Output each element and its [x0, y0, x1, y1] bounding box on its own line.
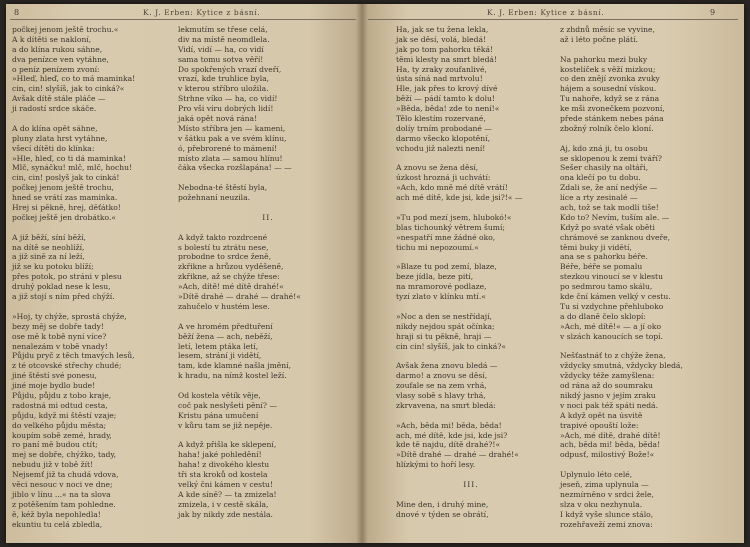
- poem-line: I když vyše slunce stálo,: [560, 509, 654, 519]
- poem-line: [178, 312, 358, 322]
- poem-line: Hle, jak přes to krový dívé: [396, 84, 498, 94]
- poem-line: odpusť, milostivý Bože!«: [560, 450, 655, 460]
- poem-line: darmo všecko klopotění,: [396, 133, 491, 143]
- poem-line: haha! z divokého klestu: [178, 460, 270, 470]
- poem-line: »Blaze tu pod zemí, blaze,: [396, 262, 497, 272]
- poem-line: Tu nahoře, když se z rána: [560, 94, 660, 104]
- poem-line: »Ach, dítě! mé dítě drahé!«: [178, 282, 284, 292]
- poem-line: Ha, jak se tu žena lekla,: [396, 25, 489, 34]
- poem-line: zahučelo v hustém lese.: [178, 301, 270, 311]
- poem-line: Pro vši víru dobrých lidí!: [178, 104, 274, 114]
- poem-line: trapivé opouští lože:: [560, 420, 639, 430]
- poem-line: [396, 302, 546, 312]
- poem-line: Do spokřených vrazí dveří,: [178, 64, 282, 74]
- right-page: [362, 4, 744, 543]
- poem-line: tři sta kroků od kostela: [178, 470, 268, 480]
- poem-line: »Dítě drahé — drahé — drahé!«: [178, 292, 301, 302]
- poem-line: ach mé dítě, kde jsi, kde jsi?!« —: [396, 193, 523, 203]
- poem-line: Tu si vzdychne přehluboko: [560, 301, 664, 311]
- poem-line: letí, letem ptáka letí,: [178, 341, 259, 351]
- poem-line: [396, 252, 546, 262]
- poem-line: z zhdnů měsíc se vyvine,: [560, 25, 655, 34]
- poem-line: Avšak dítě stále pláče —: [12, 94, 106, 104]
- poem-line: hned se vrátí zas maminka.: [12, 193, 118, 203]
- poem-line: úzkost hrozná ji uchvátí:: [396, 173, 491, 183]
- poem-line: A když přišla ke sklepení,: [178, 440, 277, 450]
- poem-line: bezy měj se dobře tady!: [12, 321, 104, 331]
- poem-line: Strhne víko — ha, co vidí!: [178, 94, 278, 104]
- section-numeral: III.: [463, 479, 479, 489]
- poem-line: jiblo v línu ...« na ta slova: [12, 489, 111, 499]
- poem-line: [178, 203, 358, 213]
- poem-line: radostná mi odtud cesta,: [12, 400, 108, 410]
- poem-line: »Hoj, ty chýže, sprostá chýže,: [12, 311, 127, 321]
- poem-line: ě, kéž byla nepohledla!: [12, 509, 101, 519]
- left-column-2: [178, 25, 358, 520]
- poem-line: kde tě najdu, dítě drahé?!«: [396, 440, 501, 450]
- poem-line: těmi klesty na smrt bledá!: [396, 54, 498, 64]
- poem-line: Mlč, synáčku! mlč, mlč, hochu!: [12, 163, 133, 173]
- poem-line: a do dlaně čelo sklopí:: [560, 311, 646, 321]
- poem-line: stezkou vinoucí se v klestu: [560, 272, 663, 282]
- poem-line: zmizela, i v cestě skála,: [178, 499, 269, 509]
- poem-line: Avšak žena znovu bledá —: [396, 361, 498, 371]
- poem-line: jiné štěstí své ponesu,: [12, 371, 97, 381]
- poem-line: »nespatří mne žádné oko,: [396, 232, 496, 242]
- poem-line: [178, 223, 358, 233]
- poem-line: beze jídla, beze pití,: [396, 272, 474, 282]
- poem-line: nikdy nejdou spát očínka;: [396, 321, 495, 331]
- poem-line: Uplynulo léto celé,: [560, 470, 633, 480]
- poem-line: a do klína rukou sáhne,: [12, 44, 103, 54]
- poem-line: v noci pak též spáti nedá.: [560, 400, 658, 410]
- poem-line: z potěšením tam pohledne.: [12, 499, 116, 509]
- page-number-right: 9: [710, 8, 716, 17]
- poem-line: počkej jenom ještě trochu.«: [12, 25, 119, 34]
- poem-line: »Noc a den se nestřídají,: [396, 311, 492, 321]
- poem-line: jak se děsí, volá, bledá!: [396, 34, 487, 44]
- poem-line: s bolestí tu ztrátu nese,: [178, 242, 269, 252]
- poem-line: po sedmrou tamo skálu,: [560, 282, 653, 292]
- poem-line: k hradu, na nímž kostel leží.: [178, 371, 287, 381]
- poem-line: A znovu se žena děsí,: [396, 163, 479, 173]
- poem-line: A do klína opět sáhne,: [12, 123, 98, 133]
- poem-line: na dítě se neohlíží,: [12, 242, 85, 252]
- poem-line: zbožný rolník čelo kloní.: [560, 123, 654, 133]
- poem-line: nezmírněno v srdci žele,: [560, 489, 654, 499]
- poem-line: [560, 45, 683, 55]
- poem-line: ji radostí srdce skáče.: [12, 104, 97, 114]
- poem-line: [560, 342, 683, 352]
- poem-line: »Ach, běda mi! běda, běda!: [396, 420, 502, 430]
- header-rule-left: [10, 19, 356, 20]
- poem-line: dnové v týden se obrátí,: [396, 509, 489, 519]
- poem-line: ke mši zvonečkem pozvoní,: [560, 104, 665, 114]
- poem-line: coč pak neslyšeti pění? —: [178, 400, 277, 410]
- poem-line: ekuntiu tu celá zbledla,: [12, 519, 103, 529]
- right-column-2: [560, 25, 683, 529]
- poem-line: čáka všecka rozšlapána! — —: [178, 163, 292, 173]
- book-gutter: [356, 4, 368, 543]
- poem-line: darmo! a znovu se děsí,: [396, 371, 488, 381]
- poem-line: »Hleď, hleď, co to má maminka!: [12, 74, 136, 84]
- poem-line: co den znějí zvonka zvuky: [560, 74, 660, 84]
- poem-line: tam, kde klamné našla jmění,: [178, 361, 292, 371]
- poem-line: Ha, ty zraky zoufanlivé,: [396, 64, 487, 74]
- poem-line: ach, mé dítě, kde jsi, kde jsi?: [396, 430, 508, 440]
- poem-line: jiné moje bydlo bude!: [12, 381, 96, 391]
- section-numeral: II.: [262, 212, 274, 222]
- header-rule-right: [368, 19, 738, 20]
- poem-line: »Ach, mé dítě, drahé dítě!: [560, 430, 661, 440]
- poem-line: »Hle, hleď, co ti dá maminka!: [12, 153, 126, 163]
- poem-line: druhý poklad nese k lesu,: [12, 282, 111, 292]
- poem-line: A ve hromém předtuření: [178, 321, 273, 331]
- poem-line: místo zlata — samou hlínu!: [178, 153, 283, 163]
- poem-line: líce a rty zesinalé —: [560, 193, 638, 203]
- poem-line: běží žena — ach, neběží,: [178, 331, 273, 341]
- page-number-left: 8: [14, 8, 20, 17]
- poem-line: jaká opět nová rána!: [178, 114, 258, 124]
- poem-line: vlasy sobě s hlavy trhá,: [396, 390, 486, 400]
- poem-line: koupím sobě zemé, hrady,: [12, 430, 112, 440]
- poem-line: Nejsemť již ta chudá vdova,: [12, 470, 119, 480]
- poem-line: věci nesouc v noci ve dne;: [12, 479, 113, 489]
- poem-line: [396, 203, 546, 213]
- poem-line: »Tu pod mezí jsem, hlubokó!«: [396, 212, 512, 222]
- poem-line: počkej ještě jen drobátko.«: [12, 212, 117, 222]
- poem-line: Hrej si pěkně, hrej, děťátko!: [12, 203, 121, 213]
- poem-line: jak po tom pahorku těká!: [396, 44, 494, 54]
- poem-line: v slzách kanoucích se topí.: [560, 331, 663, 341]
- poem-line: sama tomu sotva věří!: [178, 54, 264, 64]
- poem-line: tyzí zlato v klínku mtí.«: [396, 292, 486, 302]
- poem-line: na mramorové podlaze,: [396, 282, 487, 292]
- poem-line: rozehřaveží zemi znova:: [560, 519, 653, 529]
- poem-line: Půjdu, půjdu z tobo kraje,: [12, 390, 112, 400]
- poem-line: »Ach, kdo mně mé dítě vrátí!: [396, 183, 508, 193]
- poem-line: v kterou stříbro uložila.: [178, 84, 269, 94]
- poem-line: Béře, béře se pomalu: [560, 262, 643, 272]
- poem-line: Zdali se, že aní nedýše —: [560, 183, 658, 193]
- poem-line: hlízkými to hoří lesy.: [396, 460, 476, 470]
- poem-line: ach, běda mi! běda, běda!: [560, 440, 661, 450]
- poem-line: Na pahorku mezi buky: [560, 54, 648, 64]
- poem-line: [178, 381, 358, 391]
- poem-line: dolíy trním probodané —: [396, 123, 492, 133]
- left-page: [6, 4, 362, 543]
- poem-line: lesem, strání ji vidětí,: [178, 351, 262, 361]
- poem-line: od rána až do soumraku: [560, 381, 653, 391]
- poem-line: [396, 351, 546, 361]
- poem-line: Když po svaté však oběti: [560, 222, 655, 232]
- poem-line: do velkého půjdu města;: [12, 420, 107, 430]
- right-column-1: [396, 25, 546, 520]
- poem-line: [396, 154, 546, 164]
- running-header-left: K. J. Erben: Kytice z básní.: [143, 8, 261, 17]
- running-header-right: K. J. Erben: Kytice z básní.: [487, 8, 605, 17]
- poem-line: ó, přebrorené to mámení!: [178, 143, 278, 153]
- poem-line: hájem a sousední vískou.: [560, 84, 657, 94]
- poem-line: počkej jenom ještě trochu,: [12, 183, 114, 193]
- poem-line: tichu mi nepozoumí.«: [396, 242, 479, 252]
- poem-line: slza v oku nezhynula.: [560, 499, 643, 509]
- poem-line: požehnaní neuzila.: [178, 193, 251, 203]
- poem-line: zkřikne, až se chýže třese:: [178, 272, 280, 282]
- poem-line: z té otcovské střechy chudé;: [12, 361, 122, 371]
- poem-line: [396, 470, 546, 480]
- poem-line: těmi buky ji vidětí,: [560, 242, 632, 252]
- poem-line: ústa síná nad mrtvolu!: [396, 74, 483, 84]
- poem-line: Tělo klestím rozervané,: [396, 114, 486, 124]
- poem-line: chrámové se zanknou dveře,: [560, 232, 671, 242]
- poem-line: nebudu již v tobě žít!: [12, 460, 94, 470]
- poem-line: ro paní mě budou ctít;: [12, 440, 98, 450]
- poem-line: až i léto počne plátí.: [560, 34, 638, 44]
- poem-line: [178, 431, 358, 441]
- poem-line: již se ku potoku blíží;: [12, 262, 94, 272]
- left-column-1: [12, 25, 135, 529]
- poem-line: vrazí, kde truhlice byla,: [178, 74, 270, 84]
- poem-line: ach, tož se tak modlí tiše!: [560, 203, 659, 213]
- open-book: [6, 4, 744, 543]
- poem-line: Vidí, vidí — ha, co vidí: [178, 44, 264, 54]
- poem-line: lekmutím se třese celá,: [178, 25, 268, 34]
- poem-line: velký čni kámen v cestu!: [178, 479, 273, 489]
- poem-line: a již stojí s ním před chýží.: [12, 292, 115, 302]
- poem-line: jeseň, zima uplynula —: [560, 479, 649, 489]
- poem-line: ana se s pahorku béře.: [560, 252, 648, 262]
- poem-line: A kde síně? — ta zmizela!: [178, 489, 277, 499]
- poem-line: zoufale se na zem vrhá,: [396, 381, 487, 391]
- poem-line: [12, 223, 135, 233]
- poem-line: zkrvavena, na smrt bledá:: [396, 400, 496, 410]
- poem-line: div na místě neomdlela.: [178, 34, 270, 44]
- poem-line: ose mě k tobě nyní více?: [12, 331, 107, 341]
- poem-line: jak by nikdy zde nestála.: [178, 509, 273, 519]
- poem-line: vchodu již nalezti není!: [396, 143, 486, 153]
- poem-line: cin, cin! slyšíš, jak to cinká?«: [12, 84, 125, 94]
- poem-line: kde ční kámen velký v cestu.: [560, 292, 671, 302]
- poem-line: [12, 302, 135, 312]
- poem-line: hraji si tu pěkně, hraji —: [396, 331, 492, 341]
- poem-line: vždycky smutná, vždycky bledá,: [560, 361, 683, 371]
- poem-line: Místo stříbra jen — kameni,: [178, 123, 286, 133]
- poem-line: [12, 114, 135, 124]
- poem-line: dva penízce ven vytáhne,: [12, 54, 109, 64]
- poem-line: přede stánkem nebes pána: [560, 114, 664, 124]
- poem-line: mej se dobře, chýžko, tady,: [12, 450, 117, 460]
- poem-line: A když opět na úsvitě: [560, 410, 643, 420]
- poem-line: [178, 173, 358, 183]
- poem-line: probodne to srdce ženě,: [178, 252, 272, 262]
- poem-line: A k dítěti se nakloní,: [12, 34, 92, 44]
- poem-line: cin, cin! poslyš jak to cinká!: [12, 173, 120, 183]
- poem-line: A již běží, síní běží,: [12, 232, 86, 242]
- poem-line: se sklopenou k zemi tváří?: [560, 153, 662, 163]
- poem-line: zkřikne a hrůzou vyděšeně,: [178, 262, 284, 272]
- poem-line: cin cin! slyšíš, jak to cinká?«: [396, 341, 507, 351]
- poem-line: [560, 134, 683, 144]
- poem-line: běží — pádí tamto k dolu!: [396, 94, 495, 104]
- poem-line: Mine den, i druhý mine,: [396, 499, 489, 509]
- poem-line: Nebodna-té štěstí byla,: [178, 183, 268, 193]
- poem-line: Od kostela větík věje,: [178, 390, 261, 400]
- poem-line: pluny zlata hrst vytáhne,: [12, 133, 108, 143]
- poem-line: a již sině za ní leží,: [12, 252, 85, 262]
- poem-line: Kristu pána umučení: [178, 410, 259, 420]
- poem-line: »Dítě drahé — drahé — drahé!«: [396, 450, 519, 460]
- poem-line: »Běda, běda! zde to není!«: [396, 104, 500, 114]
- poem-line: Aj, kdo zná ji, tu osobu: [560, 143, 648, 153]
- poem-line: nenalezám v tobě vnady!: [12, 341, 108, 351]
- poem-line: Půjdu pryč z těch tmavých lesů,: [12, 351, 135, 361]
- poem-line: nikdý jasno v jejím zraku: [560, 390, 656, 400]
- poem-line: »Ach, mé dítě!« — a jí oko: [560, 321, 662, 331]
- poem-line: Sešer chasily na oltáři,: [560, 163, 649, 173]
- poem-line: ona klečí po tu dobu.: [560, 173, 641, 183]
- poem-line: přes potok, po stráni v plesu: [12, 272, 122, 282]
- poem-line: A když takto rozdrcené: [178, 232, 268, 242]
- poem-line: v šátku pak a ve svém klínu,: [178, 133, 287, 143]
- poem-line: kostelíček s věží mizkou;: [560, 64, 656, 74]
- poem-line: [560, 460, 683, 470]
- poem-line: haha! jaké pohledění!: [178, 450, 262, 460]
- poem-line: půjdu, když mi štěstí vzaje;: [12, 410, 117, 420]
- poem-line: v kůru tam se již nepěje.: [178, 420, 273, 430]
- poem-line: všecí dítěti do klínka:: [12, 143, 95, 153]
- poem-line: [396, 490, 546, 500]
- poem-line: blas tichounký větrem šumí;: [396, 222, 505, 232]
- poem-line: vždycky téže zamyšlena:: [560, 371, 655, 381]
- poem-line: [396, 411, 546, 421]
- poem-line: o peníz penízem zvoní:: [12, 64, 100, 74]
- poem-line: Nešťastnáť to z chýže žena,: [560, 351, 666, 361]
- poem-line: Kdo to? Nevím, tuším ale. —: [560, 212, 670, 222]
